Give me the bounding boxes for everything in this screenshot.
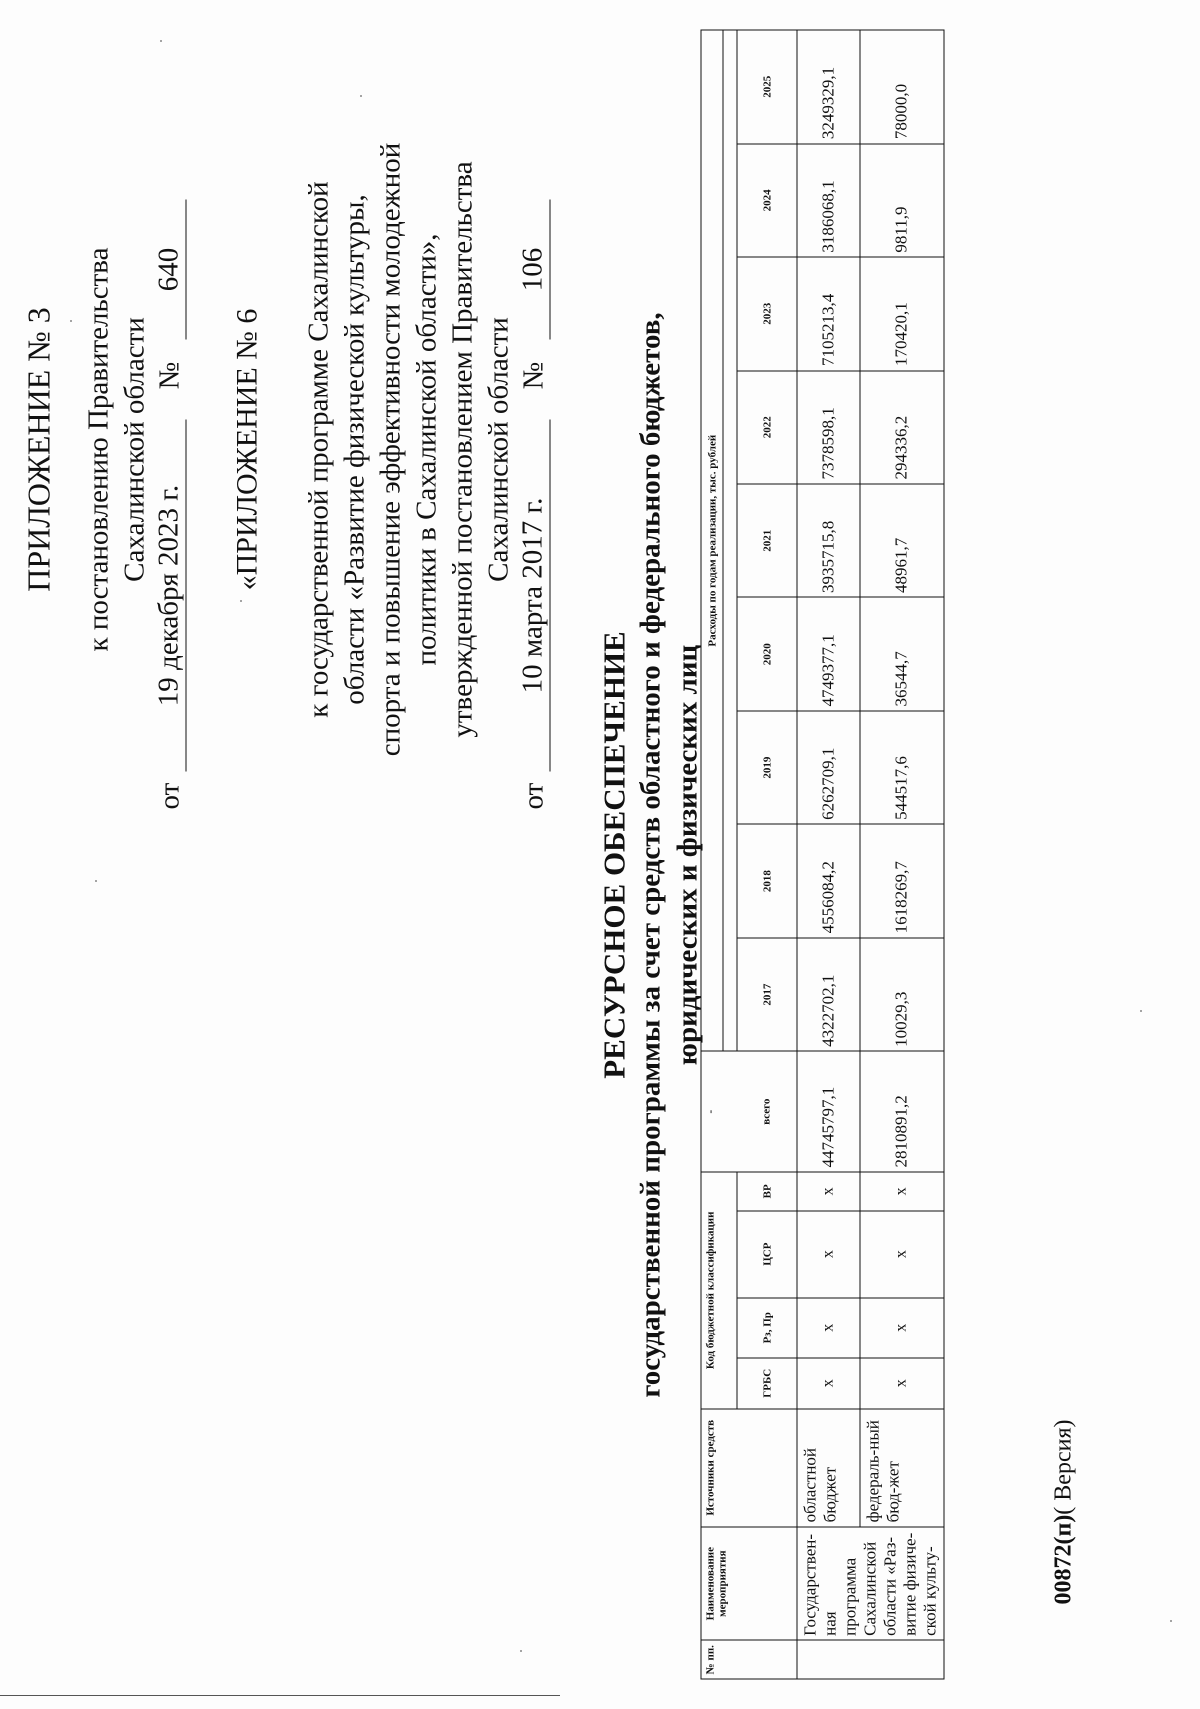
value-cell: 7105213,4 xyxy=(797,257,860,370)
document-subheading-line-1: государственной программы за счет средств областного и федерального бюджетов, xyxy=(634,311,666,1398)
header-year-2019: 2019 xyxy=(737,710,797,823)
appendix-main-title: ПРИЛОЖЕНИЕ № 3 xyxy=(20,306,56,592)
header-code-csr: ЦСР xyxy=(737,1210,797,1297)
header-years-spacer xyxy=(723,30,737,1051)
appendix-program-number-label: № xyxy=(517,361,549,389)
code-cell: х xyxy=(797,1210,860,1297)
header-total: всего xyxy=(737,1051,797,1172)
row-number-cell xyxy=(797,1640,944,1679)
appendix-main-date: 19 декабря 2023 г. xyxy=(152,419,186,771)
header-year-2024: 2024 xyxy=(737,143,797,256)
appendix-main-dateline xyxy=(150,89,186,809)
document-code: 00872(п) xyxy=(1050,1514,1076,1604)
appendix-main-from: от xyxy=(153,782,185,809)
value-cell: 1618269,7 xyxy=(859,824,943,937)
value-cell: 44745797,1 xyxy=(797,1051,860,1172)
appendix-program-number: 106 xyxy=(516,199,550,339)
header-code-rzpr: Рз, Пр xyxy=(737,1297,797,1357)
version-footer xyxy=(1050,1419,1077,1604)
header-mark: - xyxy=(701,1051,723,1172)
value-cell: 36544,7 xyxy=(859,597,943,710)
appendix-program-line-1: к государственной программе Сахалинской xyxy=(302,180,334,718)
header-year-2021: 2021 xyxy=(737,484,797,597)
value-cell: 48961,7 xyxy=(859,484,943,597)
scan-speck xyxy=(1140,1010,1142,1012)
code-cell: х xyxy=(797,1172,860,1211)
header-no: № пп. xyxy=(701,1640,797,1679)
scan-edge-line xyxy=(0,1695,560,1696)
header-name: Наименование мероприятия xyxy=(701,1526,797,1639)
header-expenses: Расходы по годам реализации, тыс. рублей xyxy=(701,30,723,1051)
appendix-program-line-2: области «Развитие физической культуры, xyxy=(338,193,370,705)
code-cell: х xyxy=(859,1357,943,1408)
value-cell: 9811,9 xyxy=(859,143,943,256)
value-cell: 170420,1 xyxy=(859,257,943,370)
appendix-program-line-5: утвержденной постановлением Правительства xyxy=(446,160,478,738)
version-label: ( Версия) xyxy=(1050,1419,1076,1515)
header-year-2020: 2020 xyxy=(737,597,797,710)
value-cell: 78000,0 xyxy=(859,30,943,144)
appendix-program-line-6: Сахалинской области xyxy=(482,316,514,582)
code-cell: х xyxy=(859,1172,943,1211)
document-heading: РЕСУРСНОЕ ОБЕСПЕЧЕНИЕ xyxy=(596,630,631,1079)
scan-speck xyxy=(95,880,97,882)
header-spacer xyxy=(723,1051,737,1172)
source-cell: областной бюджет xyxy=(797,1408,860,1526)
value-cell: 294336,2 xyxy=(859,370,943,483)
code-cell: х xyxy=(797,1357,860,1408)
header-code-vr: ВР xyxy=(737,1172,797,1211)
table-row xyxy=(859,30,943,1679)
header-code-grbs: ГРБС xyxy=(737,1357,797,1408)
value-cell: 7378598,1 xyxy=(797,370,860,483)
value-cell: 544517,6 xyxy=(859,710,943,823)
appendix-program-dateline xyxy=(514,89,550,809)
table-row xyxy=(797,30,860,1679)
header-row-1 xyxy=(701,30,723,1679)
appendix-main-number-label: № xyxy=(153,361,185,389)
appendix-main-number: 640 xyxy=(152,199,186,339)
value-cell: 3249329,1 xyxy=(797,30,860,144)
appendix-program-line-4: политики в Сахалинской области», xyxy=(410,232,442,666)
appendix-program-title: «ПРИЛОЖЕНИЕ № 6 xyxy=(230,308,263,590)
code-cell: х xyxy=(859,1210,943,1297)
source-cell: федераль-ный бюд-жет xyxy=(859,1408,943,1526)
code-cell: х xyxy=(859,1297,943,1357)
header-year-2018: 2018 xyxy=(737,824,797,937)
appendix-main-line-1: к постановлению Правительства xyxy=(82,247,114,651)
value-cell: 10029,3 xyxy=(859,937,943,1050)
value-cell: 4556084,2 xyxy=(797,824,860,937)
header-year-2025: 2025 xyxy=(737,30,797,144)
header-year-2022: 2022 xyxy=(737,370,797,483)
value-cell: 3186068,1 xyxy=(797,143,860,256)
code-cell: х xyxy=(797,1297,860,1357)
value-cell: 4322702,1 xyxy=(797,937,860,1050)
scan-speck xyxy=(1170,1620,1172,1622)
header-source: Источники средств xyxy=(701,1408,797,1526)
resource-table xyxy=(700,29,944,1679)
appendix-program-line-3: спорта и повышение эффективности молодежной xyxy=(374,142,406,756)
header-year-2017: 2017 xyxy=(737,937,797,1050)
scan-speck xyxy=(360,95,362,97)
value-cell: 4749377,1 xyxy=(797,597,860,710)
document-title xyxy=(595,0,706,1709)
scan-speck xyxy=(70,320,72,322)
appendix-program-from: от xyxy=(517,782,549,809)
value-cell: 2810891,2 xyxy=(859,1051,943,1172)
scan-speck xyxy=(240,600,242,602)
appendix-main-line-2: Сахалинской области xyxy=(118,316,150,582)
program-name-cell: Государствен-ная программа Сахалинской области «Раз-витие физиче-ской культу- xyxy=(797,1526,944,1639)
appendix-program-date: 10 марта 2017 г. xyxy=(516,419,550,771)
header-budget-code: Код бюджетной классификации xyxy=(701,1172,737,1409)
scan-speck xyxy=(520,1650,522,1652)
scan-speck xyxy=(160,40,162,42)
document-subheading-line-2: юридических и физических лиц xyxy=(671,644,703,1065)
value-cell: 3935715,8 xyxy=(797,484,860,597)
value-cell: 6262709,1 xyxy=(797,710,860,823)
header-year-2023: 2023 xyxy=(737,257,797,370)
